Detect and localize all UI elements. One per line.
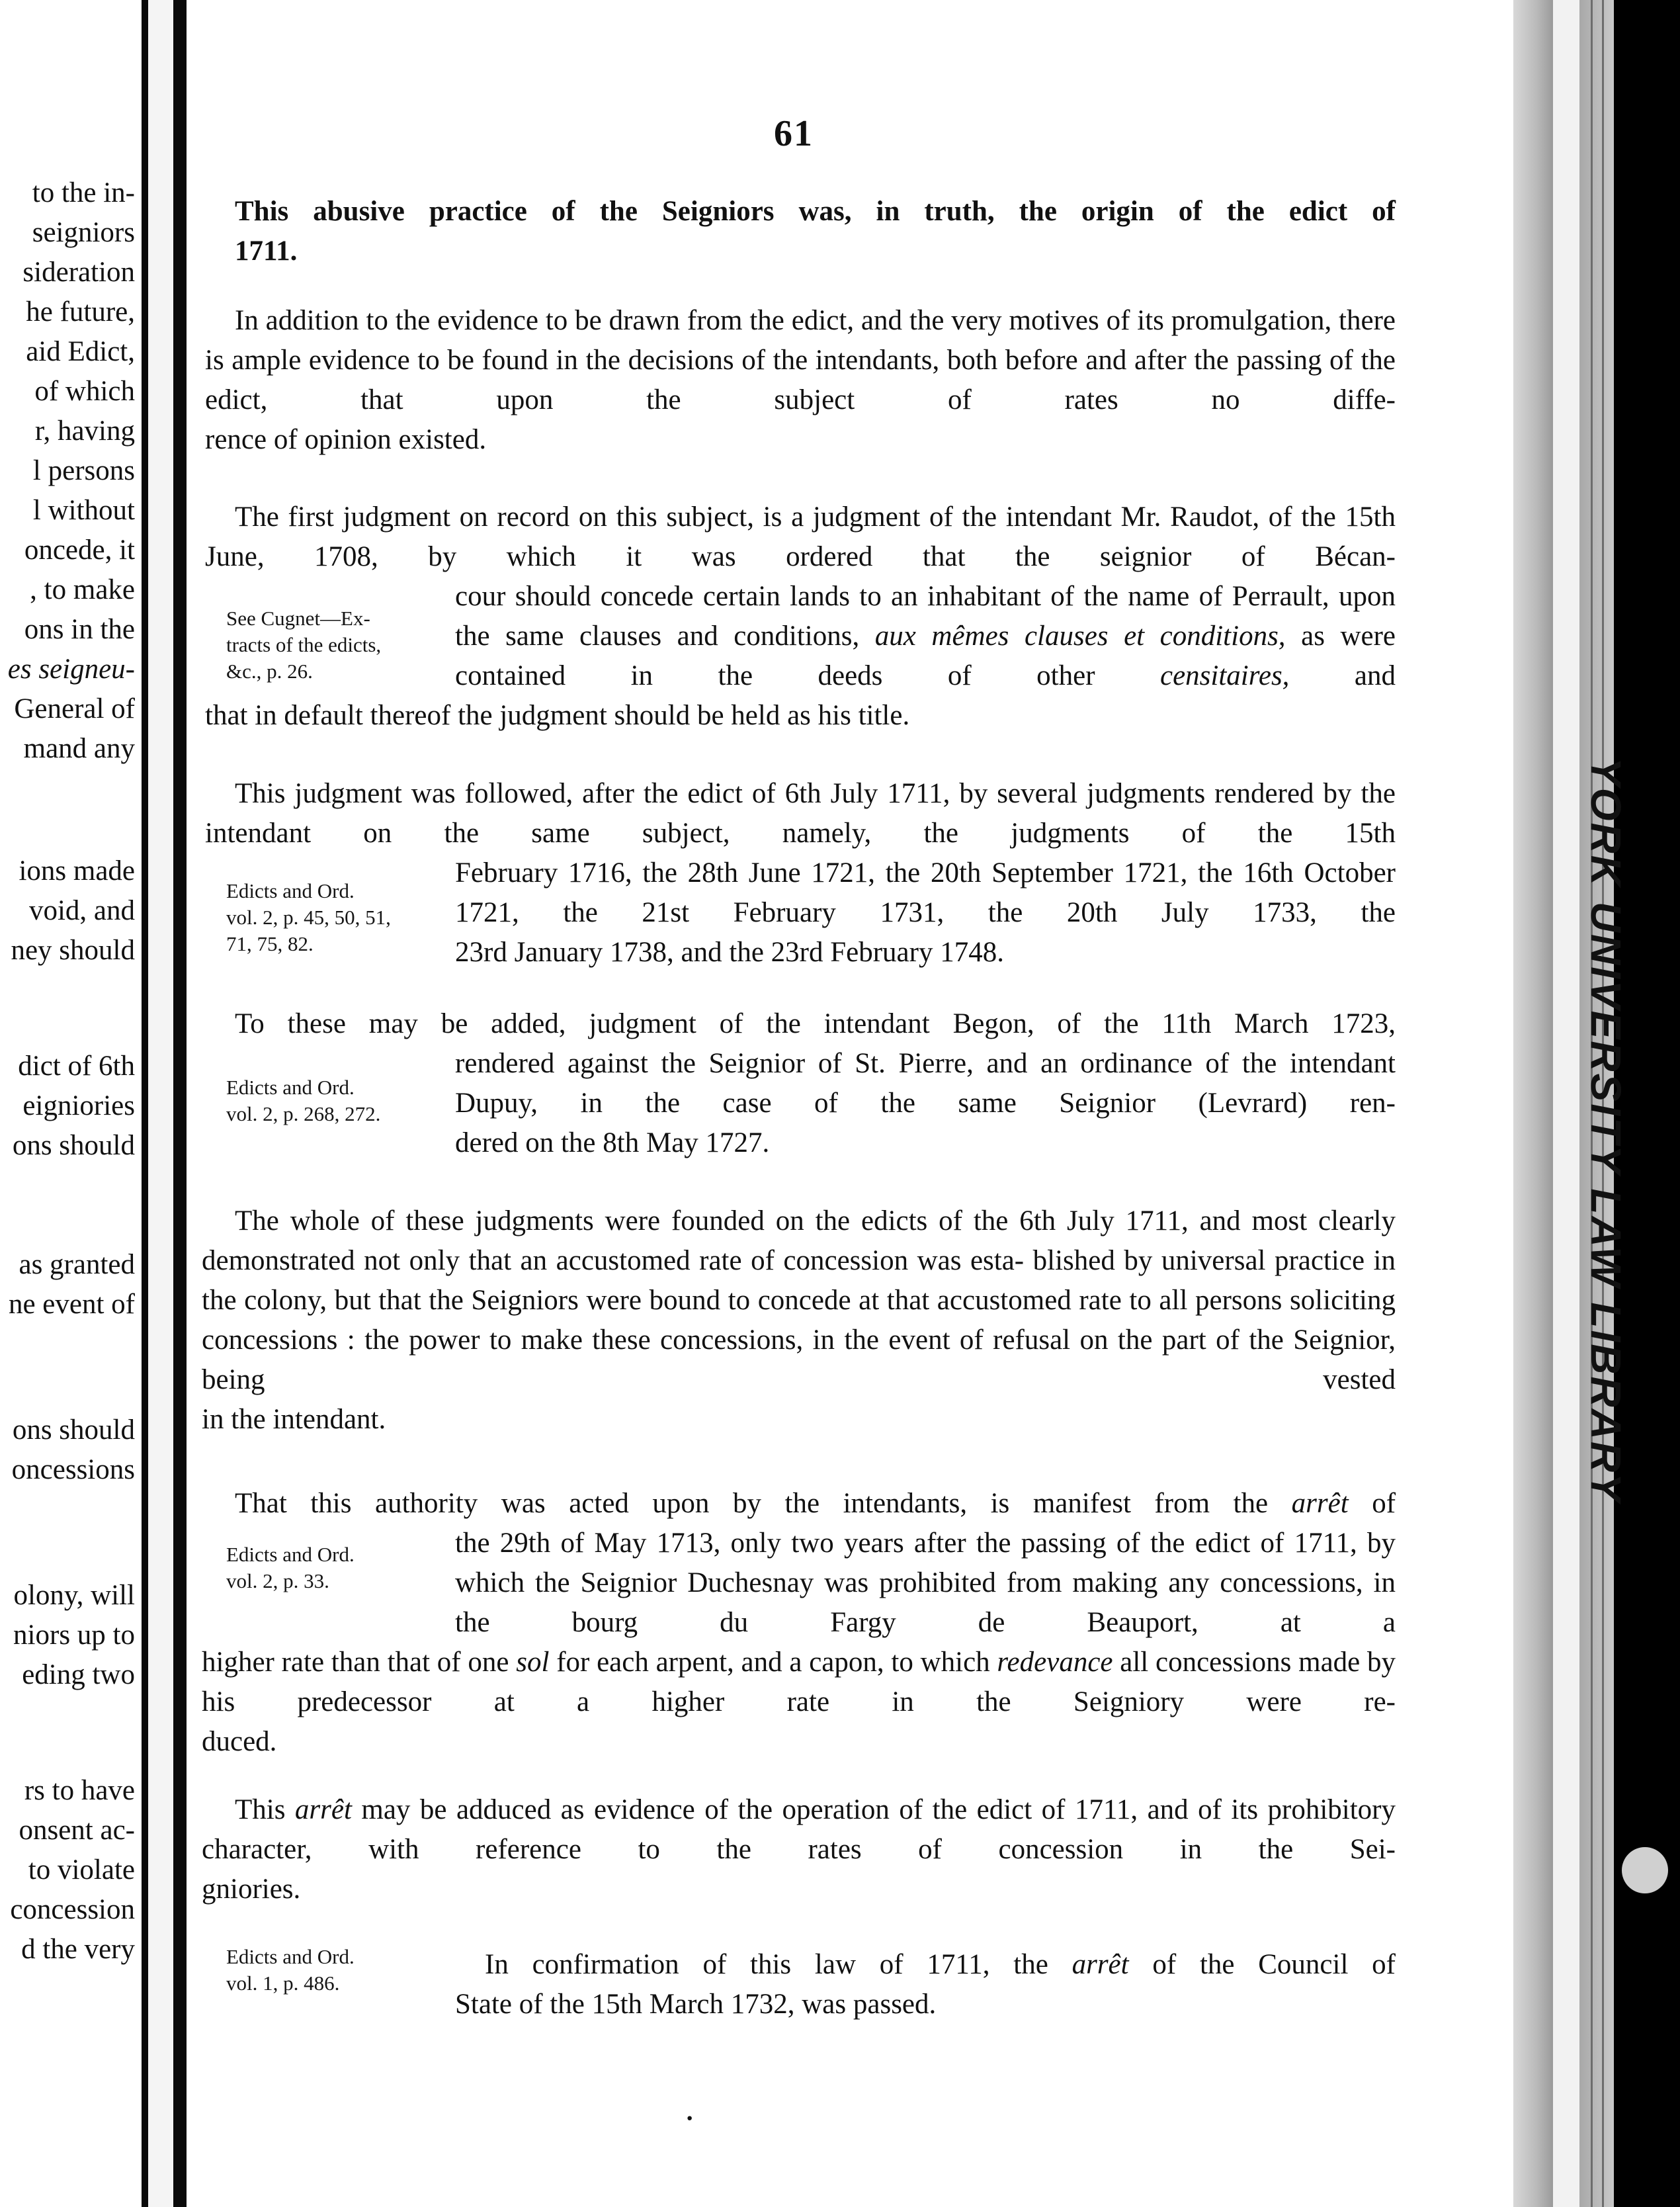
margin-note: Edicts and Ord. vol. 1, p. 486. (226, 1945, 355, 1995)
paragraph-indented-block (485, 1945, 1396, 1985)
paragraph-text: all concessions made by his predecessor at a higher rate in the Seigniory were re- (202, 1647, 1396, 1717)
left-page-line: l persons (32, 455, 135, 486)
margin-note: Edicts and Ord. vol. 2, p. 33. (226, 1543, 355, 1592)
left-page-line: oncessions (11, 1454, 135, 1485)
paragraph (235, 192, 1396, 271)
margin-note: Edicts and Ord. vol. 2, p. 268, 272. (226, 1076, 381, 1125)
paragraph-last-line: 23rd January 1738, and the 23rd February 1748. (455, 937, 1004, 968)
left-page-line: ions made (19, 855, 135, 887)
paragraph-last-line (455, 1985, 1396, 2024)
left-page-line: to the in- (32, 177, 135, 208)
left-page-line: to violate (28, 1854, 135, 1885)
left-page-line: concession (10, 1894, 135, 1925)
margin-note: See Cugnet—Ex- tracts of the edicts, &c., p. 26. (226, 607, 382, 683)
italic-phrase: censitaires, (1159, 660, 1290, 691)
left-page-line: ney should (11, 935, 135, 966)
paragraph-text: may be adduced as evidence of the operation of the edict of 1711, and of its prohibitory character, with reference to the rates of concession in the Sei- (202, 1794, 1396, 1865)
paragraph-last-line (205, 696, 1396, 736)
left-page-line: olony, will (13, 1580, 135, 1611)
paragraph-last-line: gniories. (202, 1874, 301, 1905)
paragraph-text: for each arpent, and a capon, to which (556, 1647, 990, 1678)
left-page-line: dict of 6th (18, 1051, 135, 1082)
paragraph-last-line: dered on the 8th May 1727. (455, 1127, 770, 1158)
paragraph-text: of the Council of (1152, 1949, 1396, 1980)
paragraph (202, 1201, 1396, 1440)
paragraph-text: February 1716, the 28th June 1721, the 20th September 1721, the 16th October 1721, the 21st February 1731, the 20th July 1733, the (455, 857, 1396, 928)
left-page-line: es seigneu- (7, 654, 135, 685)
left-page-line: d the very (21, 1934, 135, 1965)
paragraph-text: cour should concede certain lands to an inhabitant of the name of Perrault, upon the same clauses and conditions, (455, 581, 1396, 652)
left-page-line: seigniors (32, 217, 135, 248)
paragraph-text: of (1372, 1488, 1396, 1519)
left-page-line: of which (34, 376, 135, 407)
paragraph-text: This abusive practice of the Seigniors was, in truth, the origin of the edict of (235, 196, 1396, 227)
paragraph-text: rendered against the Seignior of St. Pierre, and an ordinance of the intendant Dupuy, in the case of the same Seignior (Levrard) ren- (455, 1048, 1396, 1119)
paragraph (205, 774, 1396, 853)
left-page-line: ne event of (8, 1289, 135, 1320)
left-facing-page (0, 0, 142, 2207)
paragraph-text: To these may be added, judgment of the intendant Begon, of the 11th March 1723, (235, 1008, 1396, 1039)
paragraph (235, 1484, 1396, 1524)
left-page-line: niors up to (13, 1620, 135, 1651)
left-page-line: ons should (12, 1130, 135, 1161)
paragraph-last-line: 1711. (235, 236, 298, 267)
library-stamp: YORK UNIVERSITY LAW LIBRARY (1582, 757, 1630, 1504)
paragraph-indented-block (455, 577, 1396, 696)
left-page-line: eigniories (22, 1090, 135, 1121)
italic-phrase: arrêt (1071, 1949, 1129, 1980)
italic-phrase: sol (516, 1647, 550, 1678)
paragraph-indented-block (455, 1044, 1396, 1163)
paragraph (235, 1004, 1396, 1044)
left-page-line: mand any (23, 733, 135, 764)
paragraph (202, 1790, 1396, 1909)
left-page-line: aid Edict, (26, 336, 135, 367)
left-page-line: as granted (19, 1249, 135, 1280)
paragraph-text: State of the 15th March 1732, was passed. (455, 1989, 937, 2020)
paragraph-text: This judgment was followed, after the edict of 6th July 1711, by several judgments rendered by the intendant on the same subject, namely, the judgments of the 15th (205, 778, 1396, 849)
left-page-line: onsent ac- (19, 1815, 135, 1846)
paragraph-last-line: duced. (202, 1726, 277, 1757)
left-page-line: rs to have (24, 1775, 135, 1806)
paper-blot (1622, 1847, 1668, 1893)
paragraph-text: That this authority was acted upon by the intendants, is manifest from the (235, 1488, 1269, 1519)
paragraph-text: the 29th of May 1713, only two years after the passing of the edict of 1711, by which the Seignior Duchesnay was prohibited from making any concessions, in the bourg du Fargy de Beauport, at a (455, 1528, 1396, 1638)
left-page-line: he future, (26, 296, 135, 327)
paragraph-text: In addition to the evidence to be drawn from the edict, and the very motives of its promulgation, there is ample evidence to be found in the decisions of the intendants, both before and after the passing of the edict, that upon the subject of rates no diffe- (205, 305, 1396, 415)
page-edge-shadow (1513, 0, 1553, 2207)
paragraph-text: as were contained in the deeds of other (455, 621, 1396, 691)
paragraph (205, 498, 1396, 577)
left-page-line: eding two (22, 1659, 135, 1690)
left-page-line: ons in the (24, 614, 135, 645)
binding-edge (173, 0, 187, 2207)
paragraph (202, 1643, 1396, 1762)
ink-speck: · (685, 2103, 694, 2133)
paragraph-text: and (1354, 660, 1396, 691)
left-page-line: r, having (34, 415, 135, 447)
paragraph-last-line: in the intendant. (202, 1404, 386, 1435)
left-page-line: , to make (30, 574, 135, 605)
page-number: 61 (774, 113, 814, 154)
left-page-line: l without (32, 495, 135, 526)
paragraph-text: This (235, 1794, 286, 1825)
paragraph-text: The first judgment on record on this subject, is a judgment of the intendant Mr. Raudot, of the 15th June, 1708, by which it was ordered that the seignior of Bécan- (205, 501, 1396, 572)
paragraph-indented-block (455, 853, 1396, 973)
margin-note: Edicts and Ord. vol. 2, p. 45, 50, 51, 71, 75, 82. (226, 879, 391, 955)
left-page-line: General of (14, 693, 135, 724)
italic-phrase: aux mêmes clauses et conditions, (874, 621, 1286, 652)
gutter-shadow (142, 0, 148, 2207)
paragraph-text: In confirmation of this law of 1711, the (485, 1949, 1048, 1980)
left-page-line: sideration (22, 257, 135, 288)
paragraph-indented-block (455, 1524, 1396, 1643)
paragraph-text: higher rate than that of one (202, 1647, 509, 1678)
left-page-line: void, and (28, 895, 135, 926)
italic-phrase: redevance (997, 1647, 1113, 1678)
paragraph (205, 301, 1396, 460)
italic-phrase: arrêt (1291, 1488, 1349, 1519)
left-page-line: ons should (12, 1414, 135, 1446)
page-edge-strip (1553, 0, 1579, 2207)
paragraph-last-line: rence of opinion existed. (205, 424, 487, 455)
paragraph-text: that in default thereof the judgment should be held as his title. (205, 700, 910, 731)
left-page-line: oncede, it (24, 535, 135, 566)
italic-phrase: arrêt (294, 1794, 352, 1825)
paragraph-text: The whole of these judgments were founded on the edicts of the 6th July 1711, and most clearly demonstrated not only that an accustomed rate of concession was esta- blished by universal practice in the colony, but that the Seigniors were bound to concede at that accustomed rate to all persons soliciting concessions : the power to make these concessions, in the event of refusal on the part of the Seignior, being vested (202, 1205, 1396, 1395)
